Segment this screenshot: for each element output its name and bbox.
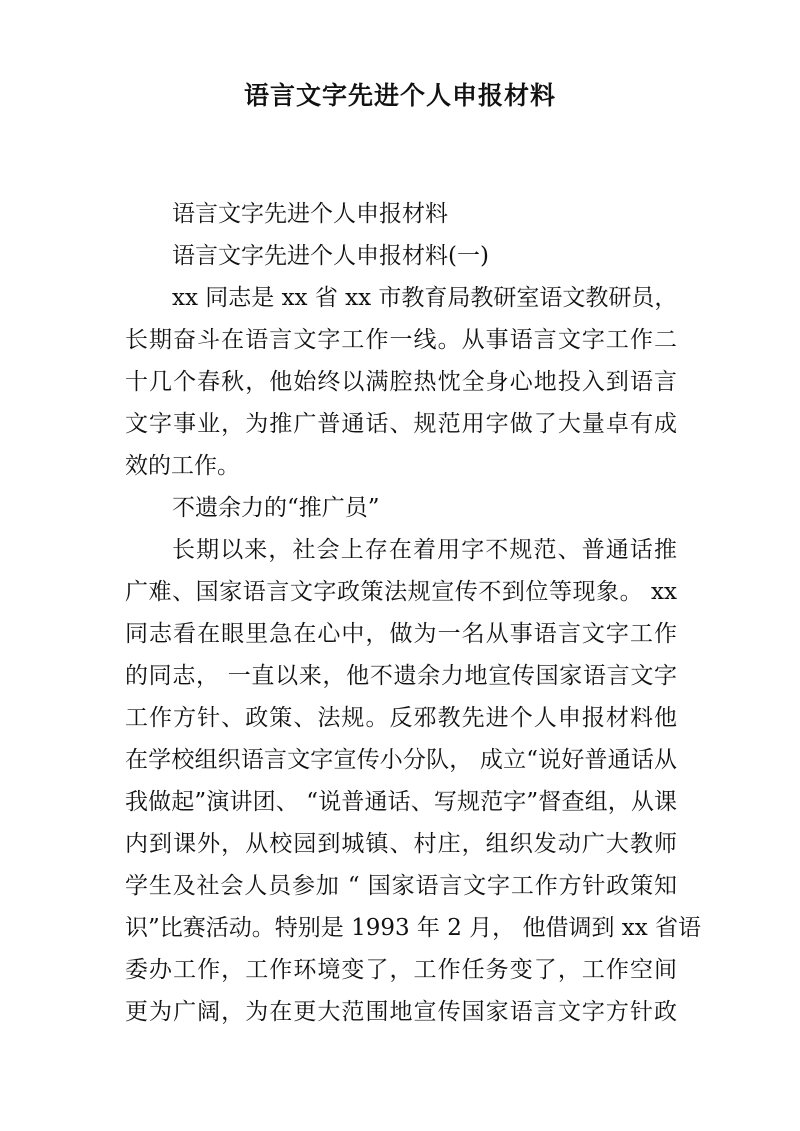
paragraph-line: 十几个春秋，他始终以满腔热忱全身心地投入到语言 [125, 369, 677, 395]
paragraph-line: 我做起”演讲团、 “说普通话、写规范字”督查组，从课 [125, 789, 677, 815]
paragraph-line: 文字事业，为推广普通话、规范用字做了大量卓有成 [125, 411, 677, 437]
paragraph-line: 在学校组织语言文字宣传小分队， 成立“说好普通话从 [125, 747, 677, 773]
paragraph-line: 识”比赛活动。特别是 1993 年 2 月， 他借调到 xx 省语 [125, 915, 702, 941]
paragraph-line: 内到课外，从校园到城镇、村庄，组织发动广大教师 [125, 831, 677, 857]
paragraph-line: 长期以来，社会上存在着用字不规范、普通话推 [172, 537, 677, 563]
document-title: 语言文字先进个人申报材料 [243, 81, 556, 110]
paragraph-line: 效的工作。 [125, 453, 240, 479]
paragraph-line: 长期奋斗在语言文字工作一线。从事语言文字工作二 [125, 327, 677, 353]
paragraph-line: xx 同志是 xx 省 xx 市教育局教研室语文教研员， [172, 285, 678, 311]
document-body [125, 193, 702, 1033]
paragraph-line: 广难、国家语言文字政策法规宣传不到位等现象。 xx [125, 579, 677, 605]
paragraph-line: 更为广阔，为在更大范围地宣传国家语言文字方针政 [125, 999, 677, 1025]
paragraph-line: 学生及社会人员参加 “ 国家语言文字工作方针政策知 [125, 873, 677, 899]
paragraph-line: 同志看在眼里急在心中，做为一名从事语言文字工作 [125, 621, 677, 647]
subheading-line: 不遗余力的“推广员” [172, 495, 380, 521]
section-heading: 语言文字先进个人申报材料(一) [172, 243, 489, 269]
subtitle-line: 语言文字先进个人申报材料 [172, 201, 448, 227]
paragraph-line: 工作方针、政策、法规。反邪教先进个人申报材料他 [125, 705, 677, 731]
paragraph-line: 的同志， 一直以来，他不遗余力地宣传国家语言文字 [125, 663, 677, 689]
paragraph-line: 委办工作，工作环境变了，工作任务变了，工作空间 [125, 957, 677, 983]
